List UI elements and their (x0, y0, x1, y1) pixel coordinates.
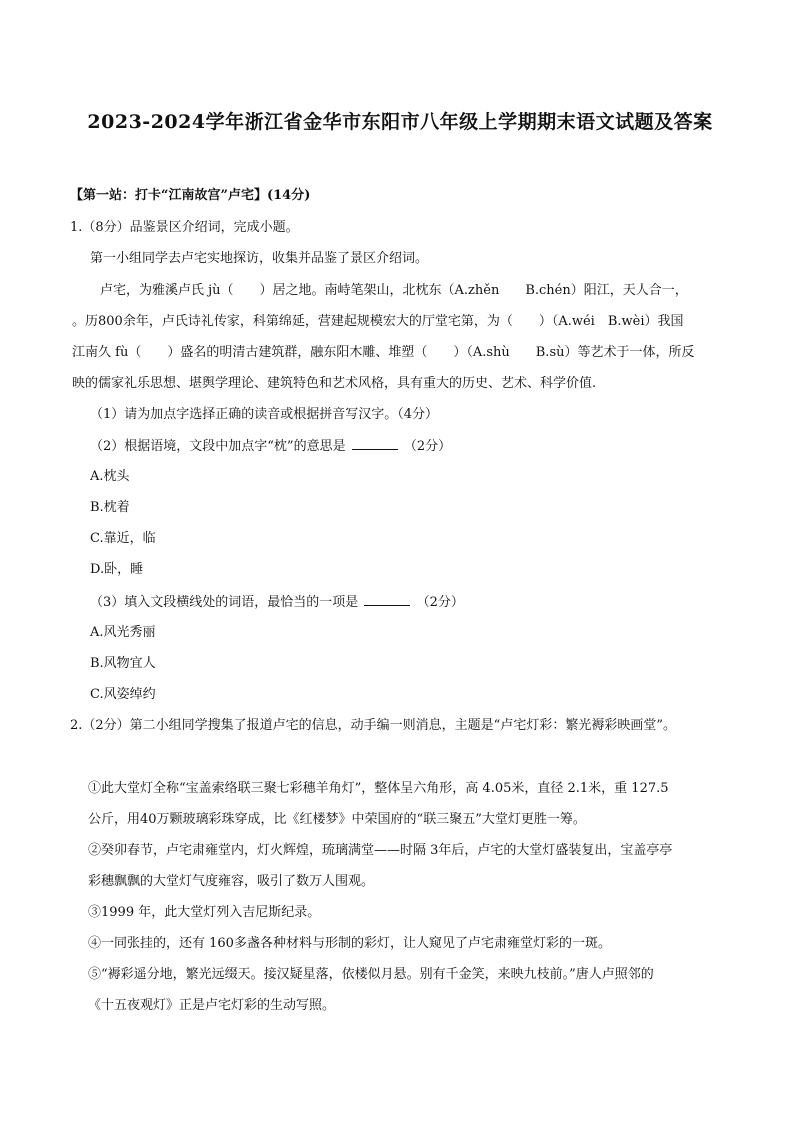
question-2-stem: 2.（2分）第二小组同学搜集了报道卢宅的信息，动手编一则消息，主题是“卢宅灯彩：繁光褥彩映画堂”。 (70, 718, 676, 733)
news-line: ①此大堂灯全称“宝盖索络联三聚七彩穗羊角灯”，整体呈六角形，高 4.05米，直径 2.1米，重 127.5 (88, 781, 669, 796)
question-1-stem: 1.（8分）品鉴景区介绍词，完成小题。 (70, 220, 299, 235)
option-item: C.靠近，临 (90, 531, 156, 546)
passage-line: 映的儒家礼乐思想、堪舆学理论、建筑特色和艺术风格，具有重大的历史、艺术、科学价值. (72, 376, 597, 391)
sub-question-2 (90, 437, 451, 456)
sub-question-2-points: （2分） (403, 439, 452, 454)
passage-line: 卢宅，为雅溪卢氏 jù（ ）居之地。南峙笔架山，北枕东（A.zhěn B.chén）阳江，天人合一， (100, 283, 688, 298)
news-line: ⑤“褥彩遥分地，繁光远缀天。接汉疑星落，依楼似月悬。别有千金笑，来映九枝前。”唐人卢照邻的 (88, 967, 654, 982)
option-item: D.卧，睡 (90, 562, 144, 577)
document-title: 2023-2024学年浙江省金华市东阳市八年级上学期期末语文试题及答案 (87, 111, 713, 133)
news-line: 《十五夜观灯》正是卢宅灯彩的生动写照。 (88, 998, 336, 1013)
option-item: A.风光秀丽 (90, 625, 156, 640)
news-line: ④一同张挂的，还有 160多盏各种材料与形制的彩灯，让人窥见了卢宅肃雍堂灯彩的一斑。 (88, 936, 611, 951)
news-line: ③1999 年，此大堂灯列入吉尼斯纪录。 (88, 905, 321, 920)
news-line: 彩穗飘飘的大堂灯气度雍容，吸引了数万人围观。 (88, 874, 375, 889)
passage-line: 。历800余年，卢氏诗礼传家，科第绵延，营建起规模宏大的厅堂宅第，为（ ）（A.wéi B.wèi）我国 (72, 314, 684, 329)
news-line: ②癸卯春节，卢宅肃雍堂内，灯火辉煌，琉璃满堂——时隔 3年后，卢宅的大堂灯盛装复出，宝盖亭亭 (88, 843, 673, 858)
section-heading: 【第一站：打卡“江南故宫”卢宅】(14分) (70, 188, 311, 203)
option-item: B.风物宜人 (90, 656, 156, 671)
sub-question-3-points: （2分） (416, 595, 464, 610)
news-line: 公斤，用40万颗玻璃彩珠穿成，比《红楼梦》中荣国府的“联三聚五”大堂灯更胜一筹。 (88, 812, 586, 827)
sub-question-2-text: （2）根据语境，文段中加点字“枕”的意思是 (90, 439, 346, 454)
sub-question-3-text: （3）填入文段横线处的词语，最恰当的一项是 (90, 595, 359, 610)
passage-line: 江南久 fù（ ）盛名的明清古建筑群，融东阳木雕、堆塑（ ）（A.shù B.sù）等艺术于一体，所反 (72, 345, 695, 360)
sub-question-1: （1）请为加点字选择正确的读音或根据拼音写汉字。（4分） (90, 407, 439, 422)
answer-blank (352, 437, 398, 450)
answer-blank (364, 593, 410, 606)
option-item: B.枕着 (90, 500, 130, 515)
option-item: C.风姿绰约 (90, 687, 156, 702)
question-1-intro: 第一小组同学去卢宅实地探访，收集并品鉴了景区介绍词。 (90, 251, 429, 266)
sub-question-3 (90, 593, 464, 612)
option-item: A.枕头 (90, 469, 130, 484)
